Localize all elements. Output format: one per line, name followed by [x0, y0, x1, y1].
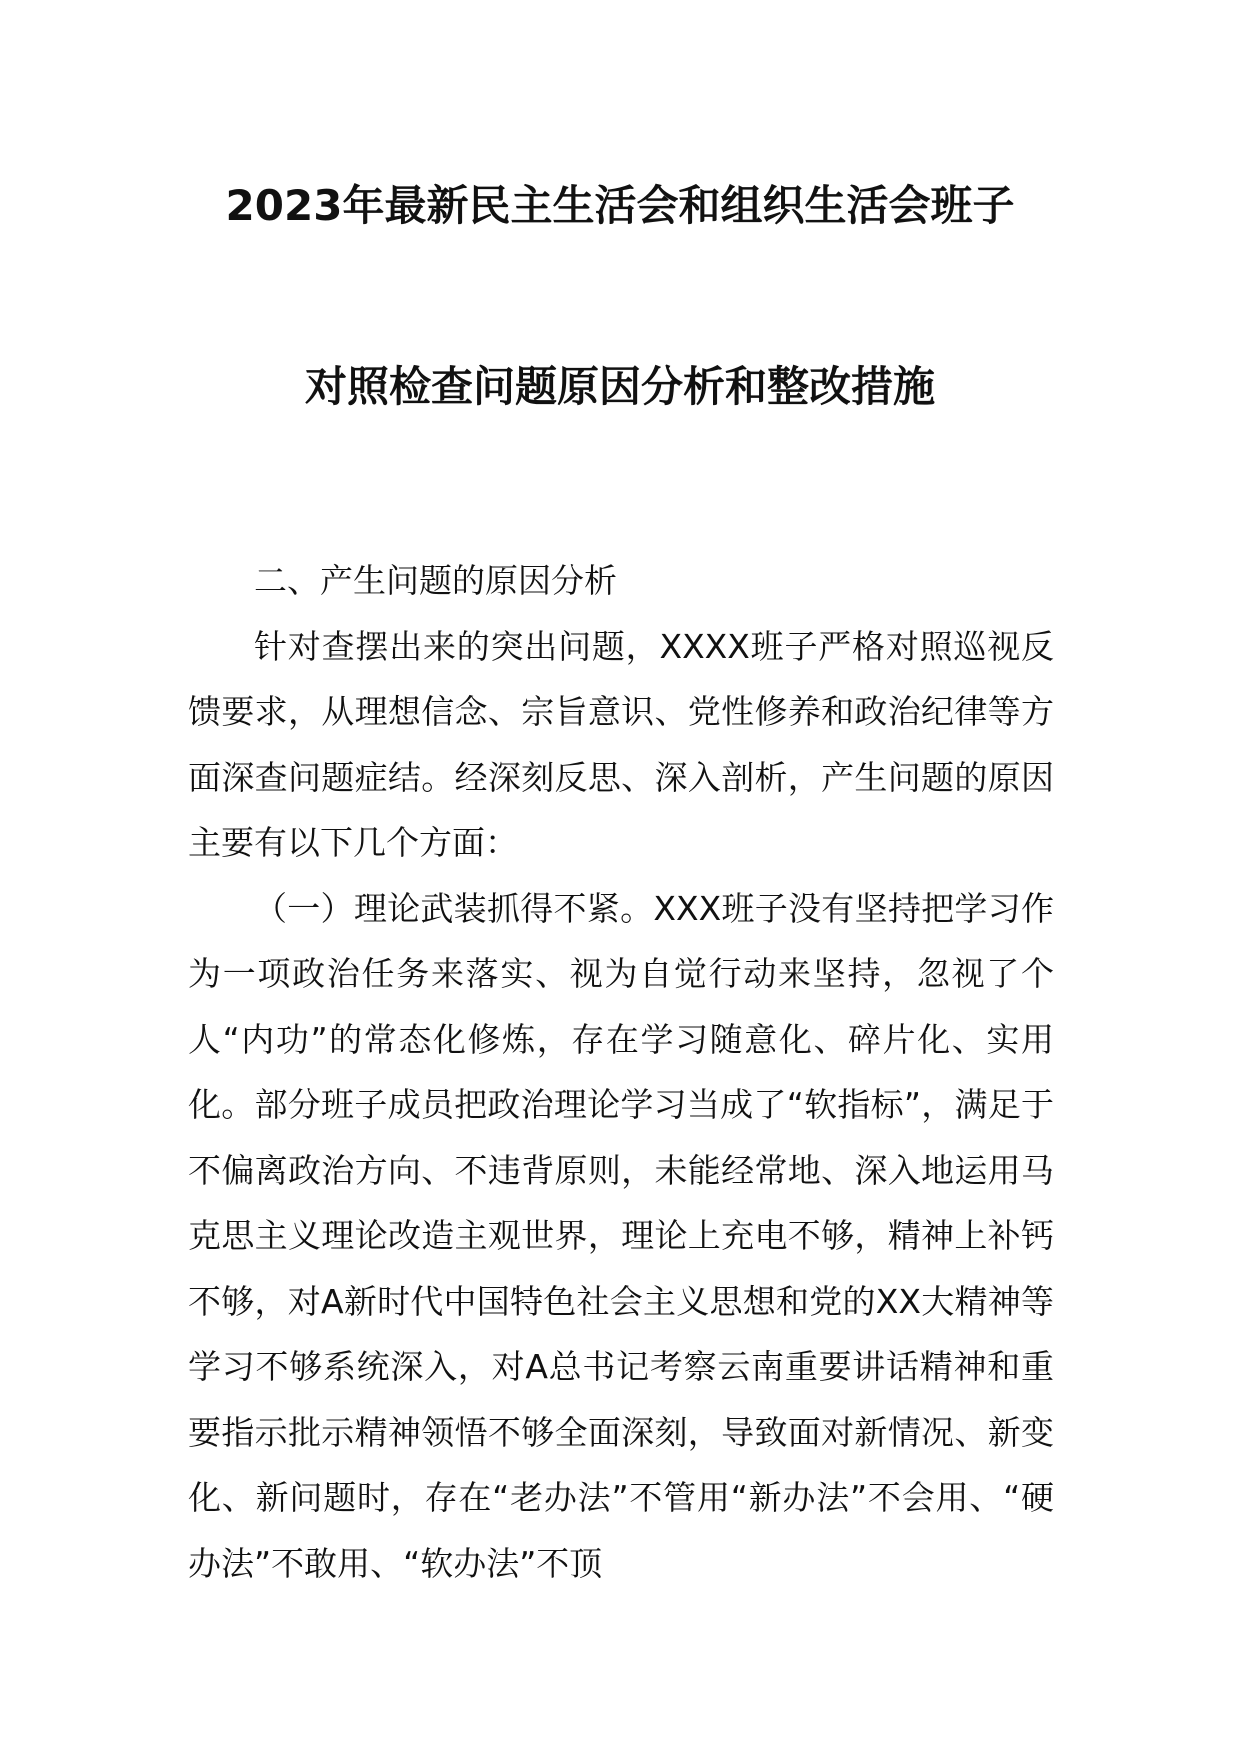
document-body [188, 548, 1054, 1596]
paragraph-1: 针对查摆出来的突出问题，XXXX班子严格对照巡视反馈要求，从理想信念、宗旨意识、党性修养和政治纪律等方面深查问题症结。经深刻反思、深入剖析，产生问题的原因主要有以下几个方面： [188, 626, 1054, 862]
section-heading: 二、产生问题的原因分析 [254, 561, 617, 600]
paragraph-2: （一）理论武装抓得不紧。XXX班子没有坚持把学习作为一项政治任务来落实、视为自觉行动来坚持，忽视了个人“内功”的常态化修炼，存在学习随意化、碎片化、实用化。部分班子成员把政治理论学习当成了“软指标”，满足于不偏离政治方向、不违背原则，未能经常地、深入地运用马克思主义理论改造主观世界，理论上充电不够，精神上补钙不够，对A新时代中国特色社会主义思想和党的XX大精神等学习不够系统深入，对A总书记考察云南重要讲话精神和重要指示批示精神领悟不够全面深刻，导致面对新情况、新变化、新问题时，存在“老办法”不管用“新办法”不会用、“硬办法”不敢用、“软办法”不顶 [188, 888, 1054, 1583]
document-title-line-1: 2023年最新民主生活会和组织生活会班子 [225, 181, 1015, 230]
document-title-line-2: 对照检查问题原因分析和整改措施 [304, 362, 935, 411]
